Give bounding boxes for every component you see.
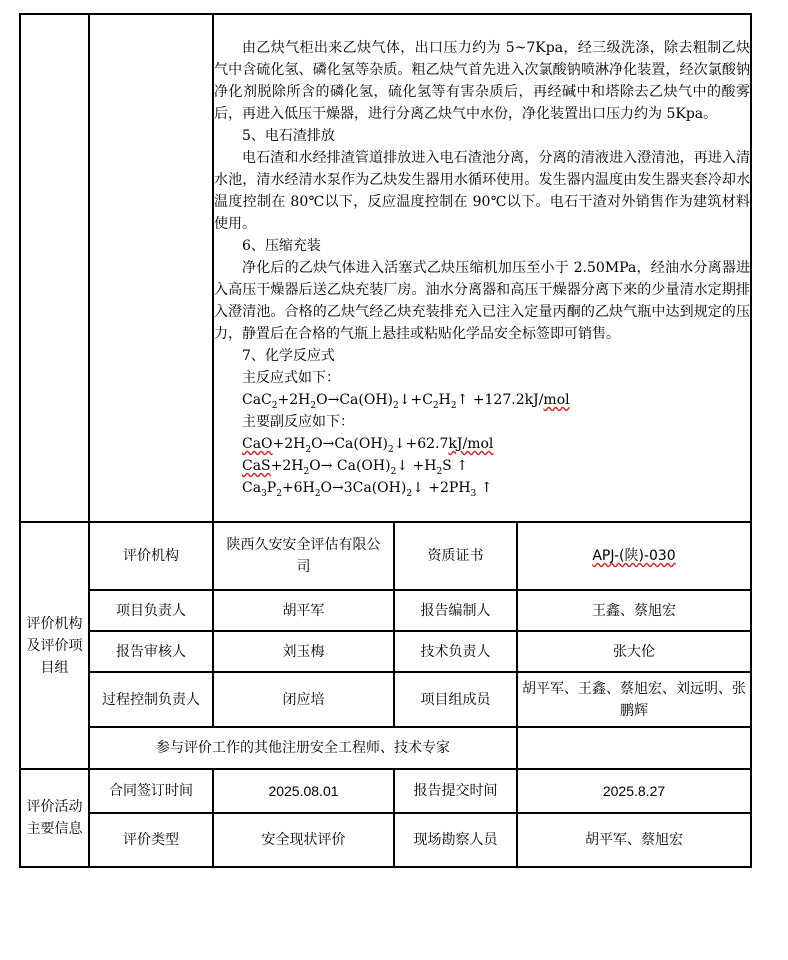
field-label: 项目负责人 <box>89 590 213 631</box>
org-row-5 <box>20 727 751 769</box>
others-note: 参与评价工作的其他注册安全工程师、技术专家 <box>89 727 517 769</box>
field-label: 报告审核人 <box>89 631 213 672</box>
org-row-4 <box>20 672 751 727</box>
certificate-number: APJ-(陕)-030 <box>592 548 676 564</box>
section-title-slag: 5、电石渣排放 <box>242 128 335 144</box>
field-label: 合同签订时间 <box>89 769 213 813</box>
empty-label-cell <box>20 14 89 522</box>
field-value: 胡平军、蔡旭宏 <box>517 813 751 867</box>
field-value: 陕西久安安全评估有限公司 <box>213 522 394 590</box>
org-section-label: 评价机构及评价项目组 <box>20 522 89 769</box>
main-reaction-label: 主反应式如下： <box>242 370 340 386</box>
field-label: 资质证书 <box>394 522 517 590</box>
field-value: 张大伦 <box>517 631 751 672</box>
empty-label-cell-2 <box>89 14 213 522</box>
field-value: 刘玉梅 <box>213 631 394 672</box>
purification-paragraph: 由乙炔气柜出来乙炔气体，出口压力约为 5~7Kpa，经三级洗涤，除去粗制乙炔气中含硫化氢、磷化氢等杂质。粗乙炔气首先进入次氯酸钠喷淋净化装置，经次氯酸钠净化剂脱除所含的磷化氢，硫化氢等有害杂质后，再经碱中和塔除去乙炔气中的酸雾后，再进入低压干燥器，进行分离乙炔气中水份，净化装置出口压力约为 5Kpa。 <box>214 40 751 122</box>
field-label: 过程控制负责人 <box>89 672 213 727</box>
field-value: 闭应培 <box>213 672 394 727</box>
side-reaction-3: $Ca_3P_2+6H_2O\to 3Ca(OH)_2↓ +2PH_3$ ↑ <box>242 480 493 499</box>
activity-row-2 <box>20 813 751 867</box>
section-title-reactions: 7、化学反应式 <box>242 348 335 364</box>
contract-date: 2025.08.01 <box>213 769 394 813</box>
field-label: 报告提交时间 <box>394 769 517 813</box>
org-row-3 <box>20 631 751 672</box>
field-label: 现场勘察人员 <box>394 813 517 867</box>
process-description-cell <box>213 14 751 522</box>
field-label: 报告编制人 <box>394 590 517 631</box>
process-description-row <box>20 14 751 522</box>
org-row-1 <box>20 522 751 590</box>
slag-paragraph: 电石渣和水经排渣管道排放进入电石渣池分离，分离的清液进入澄清池，再进入清水池，清水经清水泵作为乙炔发生器用水循环使用。发生器内温度由发生器夹套冷却水温度控制在 80℃以下，反应温度控制在 90℃以下。电石干渣对外销售作为建筑材料使用。 <box>214 150 751 232</box>
section-title-compress: 6、压缩充装 <box>242 238 321 254</box>
org-row-2 <box>20 590 751 631</box>
activity-row-1 <box>20 769 751 813</box>
field-label: 技术负责人 <box>394 631 517 672</box>
field-value: 安全现状评价 <box>213 813 394 867</box>
evaluation-info-table <box>19 13 752 868</box>
side-reaction-2: $CaS+2H_2O\to$ $Ca(OH)_2↓ +H_2S$ ↑ <box>242 458 468 477</box>
activity-section-label: 评价活动主要信息 <box>20 769 89 867</box>
field-value: 王鑫、蔡旭宏 <box>517 590 751 631</box>
others-value-empty <box>517 727 751 769</box>
side-reaction-1: $CaO+2H_2O\to Ca(OH)_2↓+62.7kJ$/mol <box>242 436 494 455</box>
submit-date: 2025.8.27 <box>517 769 751 813</box>
main-reaction-equation: $CaC_2+2H_2O\to Ca(OH)_2↓+C_2H_2↑ +127.2kJ/mol$ <box>242 392 570 411</box>
field-label: 项目组成员 <box>394 672 517 727</box>
field-value: 胡平军、王鑫、蔡旭宏、刘远明、张鹏辉 <box>517 672 751 727</box>
side-reaction-label: 主要副反应如下： <box>242 414 354 430</box>
field-value <box>517 522 751 590</box>
field-label: 评价机构 <box>89 522 213 590</box>
compress-paragraph: 净化后的乙炔气体进入活塞式乙炔压缩机加压至小于 2.50MPa，经油水分离器进入高压干燥器后送乙炔充装厂房。油水分离器和高压干燥器分离下来的少量清水定期排入澄清池。合格的乙炔气经乙炔充装排充入已注入定量丙酮的乙炔气瓶中达到规定的压力，静置后在合格的气瓶上悬挂或粘贴化学品安全标签即可销售。 <box>214 260 751 342</box>
field-label: 评价类型 <box>89 813 213 867</box>
field-value: 胡平军 <box>213 590 394 631</box>
